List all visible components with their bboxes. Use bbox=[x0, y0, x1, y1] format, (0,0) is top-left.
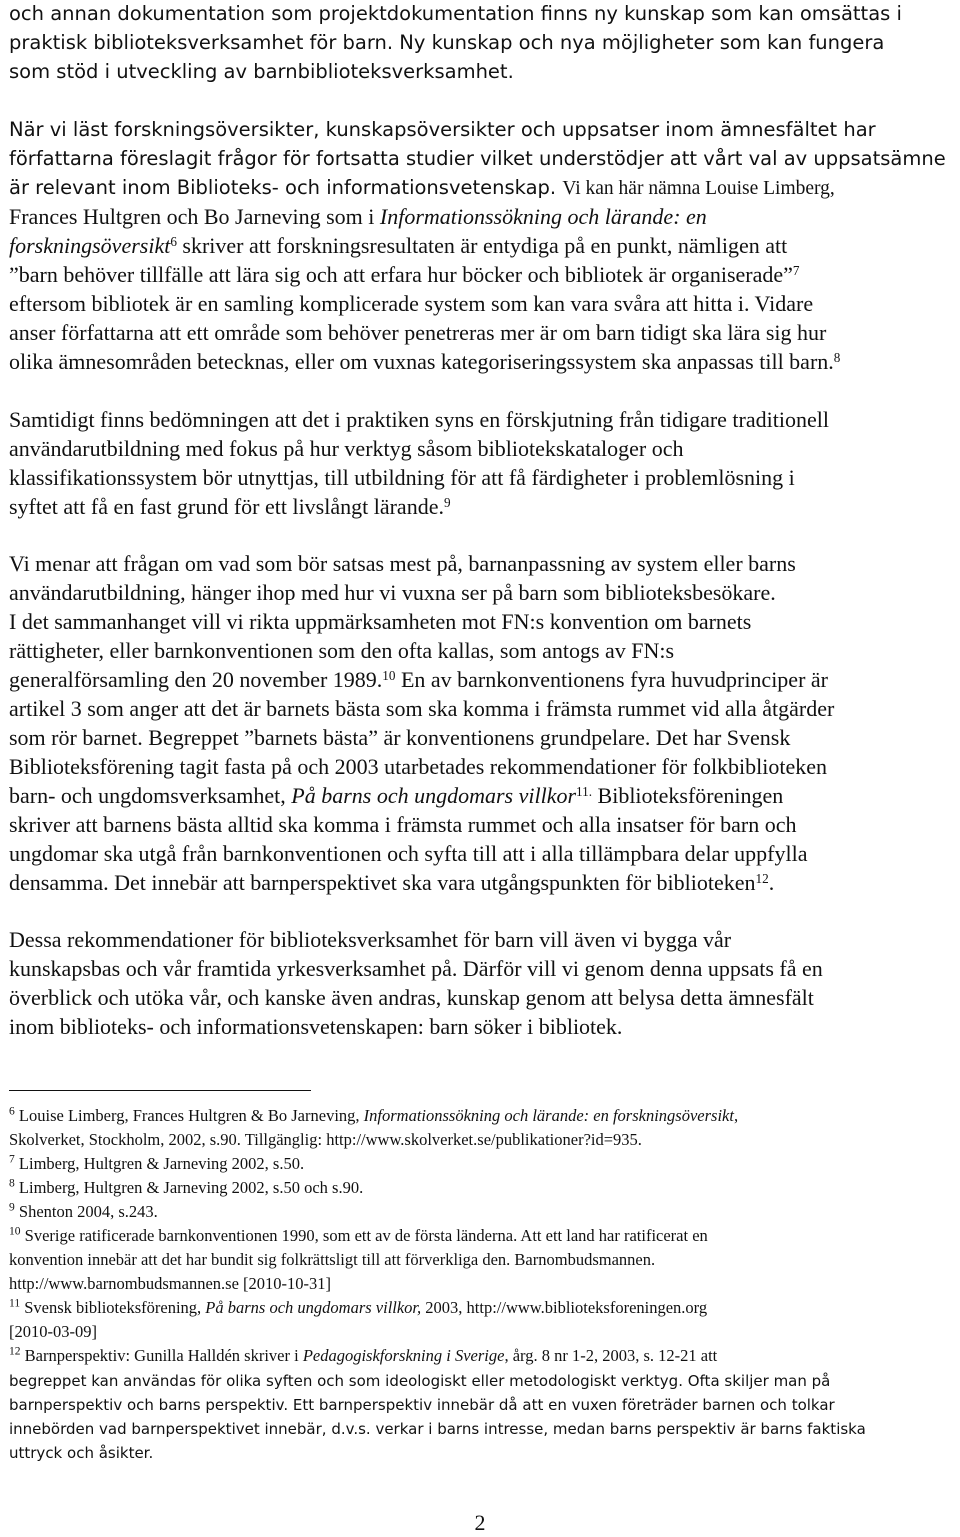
paragraph-line bbox=[9, 464, 795, 492]
text-run: skriver att forskningsresultaten är entydiga på en punkt, nämligen att bbox=[176, 233, 788, 258]
paragraph-line bbox=[9, 261, 800, 289]
paragraph-line bbox=[9, 116, 876, 144]
footnote-number: 11 bbox=[9, 1297, 21, 1310]
footnote-line bbox=[9, 1225, 708, 1247]
paragraph-line bbox=[9, 984, 814, 1012]
paragraph-line bbox=[9, 811, 796, 839]
footnote-number: 6 bbox=[9, 1105, 15, 1118]
text-run: , årg. 8 nr 1-2, 2003, s. 12-21 att bbox=[504, 1346, 718, 1365]
footnote-number: 12 bbox=[9, 1345, 21, 1358]
text-run: uttryck och åsikter. bbox=[9, 1444, 154, 1462]
footnote-reference: 8 bbox=[833, 349, 841, 365]
paragraph-line bbox=[9, 203, 707, 231]
footnote-line bbox=[9, 1273, 331, 1295]
paragraph-line bbox=[9, 869, 774, 897]
text-run: ungdomar ska utgå från barnkonventionen och syfta till att i alla tillämpbara delar uppfylla bbox=[9, 841, 808, 866]
paragraph-line bbox=[9, 753, 827, 781]
text-run: eftersom bibliotek är en samling komplicerade system som kan vara svåra att hitta i. Vidare bbox=[9, 291, 814, 316]
footnote-separator bbox=[9, 1090, 311, 1091]
text-run: rättigheter, eller barnkonventionen som den ofta kallas, som antogs av FN:s bbox=[9, 638, 675, 663]
text-run: artikel 3 som anger att det är barnets bästa som ska komma i främsta rummet vid alla åtgärder bbox=[9, 696, 835, 721]
paragraph-line bbox=[9, 493, 451, 521]
footnote-reference: 10 bbox=[382, 667, 396, 683]
text-run: Biblioteksföreningen bbox=[592, 783, 784, 808]
footnote-number: 10 bbox=[9, 1225, 21, 1238]
paragraph-line bbox=[9, 406, 829, 434]
text-run: En av barnkonventionens fyra huvudprinciper är bbox=[395, 667, 828, 692]
text-run: praktisk biblioteksverksamhet för barn. Ny kunskap och nya möjligheter som kan fungera bbox=[9, 31, 885, 54]
footnote-line bbox=[9, 1418, 866, 1440]
text-run: användarutbildning, hänger ihop med hur vi vuxna ser på barn som biblioteksbesökare. bbox=[9, 580, 776, 605]
text-run: barnperspektiv och barns perspektiv. Ett barnperspektiv innebär då att en vuxen företräder barnen och tolkar bbox=[9, 1396, 835, 1414]
text-run: är relevant inom Biblioteks- och informationsvetenskap. bbox=[9, 176, 563, 199]
text-run: ”barn behöver tillfälle att lära sig och att erfara hur böcker och bibliotek är organiserade” bbox=[9, 262, 793, 287]
footnote-line bbox=[9, 1249, 655, 1271]
text-run: generalförsamling den 20 november 1989. bbox=[9, 667, 383, 692]
paragraph-line bbox=[9, 695, 834, 723]
text-run: klassifikationssystem bör utnyttjas, till utbildning för att få färdigheter i problemlösning i bbox=[9, 465, 795, 490]
paragraph-line bbox=[9, 435, 684, 463]
paragraph-line bbox=[9, 58, 514, 86]
paragraph-line bbox=[9, 174, 835, 203]
text-run: skriver att barnens bästa alltid ska komma i främsta rummet och alla insatser för barn och bbox=[9, 812, 797, 837]
text-run: som stöd i utveckling av barnbiblioteksverksamhet. bbox=[9, 60, 514, 83]
footnote-line bbox=[9, 1370, 830, 1392]
italic-text: Informationssökning och lärande: en forskningsöversikt bbox=[363, 1106, 734, 1125]
text-run: barn- och ungdomsverksamhet, bbox=[9, 783, 292, 808]
paragraph-line bbox=[9, 319, 826, 347]
paragraph-line bbox=[9, 782, 783, 810]
text-run: Biblioteksförening tagit fasta på och 2003 utarbetades rekommendationer för folkbiblioteken bbox=[9, 754, 828, 779]
text-run: inom biblioteks- och informationsvetenskapen: barn söker i bibliotek. bbox=[9, 1014, 623, 1039]
text-run: http://www.barnombudsmannen.se [2010-10-31] bbox=[9, 1274, 331, 1293]
text-run: densamma. Det innebär att barnperspektivet ska vara utgångspunkten för biblioteken bbox=[9, 870, 756, 895]
text-run: innebörden vad barnperspektivet innebär, d.v.s. verkar i barns intresse, medan barns perspektiv är barns faktiska bbox=[9, 1420, 866, 1438]
page-number: 2 bbox=[474, 1510, 486, 1535]
paragraph-line bbox=[9, 579, 776, 607]
paragraph-line bbox=[9, 29, 884, 57]
paragraph-line bbox=[9, 550, 796, 578]
paragraph-line bbox=[9, 1013, 622, 1041]
footnote-reference: 12 bbox=[755, 870, 769, 886]
text-run: och annan dokumentation som projektdokumentation finns ny kunskap som kan omsättas i bbox=[9, 2, 902, 25]
paragraph-line bbox=[9, 348, 840, 376]
footnote-reference: 11. bbox=[576, 783, 593, 799]
text-run: [2010-03-09] bbox=[9, 1322, 97, 1341]
footnote-line bbox=[9, 1345, 717, 1367]
footnote-line bbox=[9, 1297, 707, 1319]
text-run: konvention innebär att det har bundit sig folkrättsligt till att förverkliga den. Barnombudsmannen. bbox=[9, 1250, 656, 1269]
paragraph-line bbox=[9, 666, 828, 694]
footnote-line bbox=[9, 1321, 97, 1343]
footnote-number: 9 bbox=[9, 1201, 15, 1214]
text-run: Vi menar att frågan om vad som bör satsas mest på, barnanpassning av system eller barns bbox=[9, 551, 796, 576]
paragraph-line bbox=[9, 724, 790, 752]
italic-text: På barns och ungdomars villkor bbox=[291, 783, 577, 808]
footnote-reference: 9 bbox=[443, 494, 451, 510]
paragraph-line bbox=[9, 840, 807, 868]
text-run: begreppet kan användas för olika syften och som ideologiskt eller metodologiskt verktyg. Ofta skiljer man på bbox=[9, 1372, 831, 1390]
paragraph-line bbox=[9, 0, 902, 28]
text-run: Limberg, Hultgren & Jarneving 2002, s.50 och s.90. bbox=[14, 1178, 364, 1197]
text-run: Skolverket, Stockholm, 2002, s.90. Tillgänglig: http://www.skolverket.se/publikationer?id=935. bbox=[9, 1130, 642, 1149]
text-run: , bbox=[733, 1106, 739, 1125]
text-run: överblick och utöka vår, och kanske även andras, kunskap genom att belysa detta ämnesfält bbox=[9, 985, 814, 1010]
paragraph-line bbox=[9, 637, 674, 665]
footnote-line bbox=[9, 1105, 738, 1127]
text-run: anser författarna att ett område som behöver penetreras mer är om barn tidigt ska lära sig hur bbox=[9, 320, 827, 345]
footnote-line bbox=[9, 1153, 304, 1175]
paragraph-line bbox=[9, 926, 731, 954]
text-run: I det sammanhanget vill vi rikta uppmärksamheten mot FN:s konvention om barnets bbox=[9, 609, 752, 634]
text-run: författarna föreslagit frågor för fortsatta studier vilket understödjer att vårt val av uppsatsämne bbox=[9, 147, 946, 170]
footnote-line bbox=[9, 1201, 158, 1223]
paragraph-line bbox=[9, 145, 946, 173]
text-run: Shenton 2004, s.243. bbox=[14, 1202, 158, 1221]
text-run: Frances Hultgren och Bo Jarneving som i bbox=[9, 204, 380, 229]
paragraph-line bbox=[9, 608, 751, 636]
text-run: olika ämnesområden betecknas, eller om vuxnas kategoriseringssystem ska anpassas till barn. bbox=[9, 349, 834, 374]
paragraph-line bbox=[9, 290, 813, 318]
text-run: Barnperspektiv: Gunilla Halldén skriver i bbox=[20, 1346, 303, 1365]
text-run: som rör barnet. Begreppet ”barnets bästa” är konventionens grundpelare. Det har Svensk bbox=[9, 725, 791, 750]
footnote-number: 8 bbox=[9, 1177, 15, 1190]
footnote-reference: 7 bbox=[792, 262, 800, 278]
footnote-number: 7 bbox=[9, 1153, 15, 1166]
text-run: Samtidigt finns bedömningen att det i praktiken syns en förskjutning från tidigare traditionell bbox=[9, 407, 829, 432]
italic-text: På barns och ungdomars villkor, bbox=[205, 1298, 422, 1317]
paragraph-line bbox=[9, 232, 787, 260]
footnote-line bbox=[9, 1394, 835, 1416]
text-run: kunskapsbas och vår framtida yrkesverksamhet på. Därför vill vi genom denna uppsats få en bbox=[9, 956, 823, 981]
text-run: 2003, http://www.biblioteksforeningen.org bbox=[421, 1298, 708, 1317]
text-run: . bbox=[768, 870, 775, 895]
italic-text: forskningsöversikt bbox=[9, 233, 171, 258]
footnote-line bbox=[9, 1442, 153, 1464]
text-run: användarutbildning med fokus på hur verktyg såsom bibliotekskataloger och bbox=[9, 436, 684, 461]
text-run: Louise Limberg, Frances Hultgren & Bo Jarneving, bbox=[14, 1106, 364, 1125]
footnote-reference: 6 bbox=[170, 233, 177, 249]
text-run: Sverige ratificerade barnkonventionen 1990, som ett av de första länderna. Att ett land har ratificerat en bbox=[20, 1226, 708, 1245]
text-run: Limberg, Hultgren & Jarneving 2002, s.50. bbox=[14, 1154, 305, 1173]
text-run: Svensk biblioteksförening, bbox=[20, 1298, 206, 1317]
text-run: Vi kan här nämna Louise Limberg, bbox=[562, 178, 835, 199]
footnote-line bbox=[9, 1129, 642, 1151]
italic-text: Pedagogiskforskning i Sverige bbox=[302, 1346, 505, 1365]
text-run: När vi läst forskningsöversikter, kunskapsöversikter och uppsatser inom ämnesfältet har bbox=[9, 118, 876, 141]
italic-text: Informationssökning och lärande: en bbox=[379, 204, 707, 229]
text-run: syftet att få en fast grund för ett livslångt lärande. bbox=[9, 494, 444, 519]
paragraph-line bbox=[9, 955, 823, 983]
text-run: Dessa rekommendationer för biblioteksverksamhet för barn vill även vi bygga vår bbox=[9, 927, 732, 952]
footnote-line bbox=[9, 1177, 363, 1199]
